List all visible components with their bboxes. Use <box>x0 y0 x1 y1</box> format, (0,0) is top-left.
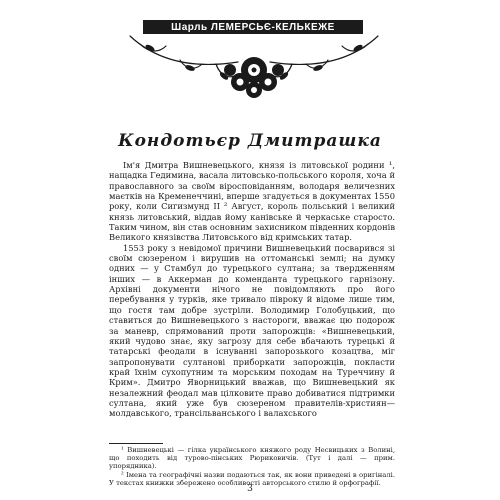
footnote: ² Імена та географічні назви подаються так, як вони приведені в оригіналі. У текстах книжки збережено особливості авторського стилю й орфографії. <box>109 470 395 487</box>
paragraph: Ім'я Дмитра Вишневецького, князя із литовської родини ¹, нащадка Гедимина, васала литовсько-польського короля, хоча й православного за своїм віросповіданням, володаря величезних маєтків на Кременеччині, вперше згадується в документах 1550 року, коли Сигизмунд ІІ ² Август, король польський і великий князь литовський, віддав йому канівське й черкаське старосто. Таким чином, він став основним захисником південних кордонів Великого князівства Литовського від кримських татар. <box>109 160 395 243</box>
chapter-title: Кондотьєр Дмитрашка <box>118 131 382 151</box>
author-banner: Шарль ЛЕМЕРСЬЄ-КЕЛЬКЕЖЕ <box>143 20 363 34</box>
page-number: 3 <box>247 484 253 494</box>
body-text <box>109 160 395 419</box>
floral-vignette-icon <box>120 24 388 104</box>
footnotes <box>109 446 395 487</box>
footnote: ¹ Вишневецькі — гілка українського княжого роду Несвицьких з Волині, що походить від турово-пінських Рюриковичів. (Тут і далі — прим. упорядника). <box>109 446 395 471</box>
footnote-divider <box>109 443 163 444</box>
paragraph: 1553 року з невідомої причини Вишневецький посварився зі своїм сюзереном і вирушив на оттоманські землі; на думку одних — у Стамбул до турецького султана; за твердженням інших — в Аккерман до коменданта турецького гарнізону. Архівні документи нічого не повідомляють про його перебування у турків, яке тривало півроку й відоме лише тим, що гостя там добре зустріли. Володимир Голобуцький, що ставиться до Вишневецького з настороги, вважає цю подорож за маневр, спрямований проти запорожців: «Вишневецький, який чудово знає, яку загрозу для себе вбачають турецькі й татарські феодали в існуванні запорозького козацтва, міг запропонувати султанові приборкати запорожців, покласти край їхнім сухопутним та морським походам на Туреччину й Крим». Дмитро Яворницький вважав, що Вишневецький як незалежний феодал мав цілковите право добиватися підтримки султана, який уже був сюзереном правителів-християн—молдавського, трансільванського і валахського <box>109 242 395 419</box>
